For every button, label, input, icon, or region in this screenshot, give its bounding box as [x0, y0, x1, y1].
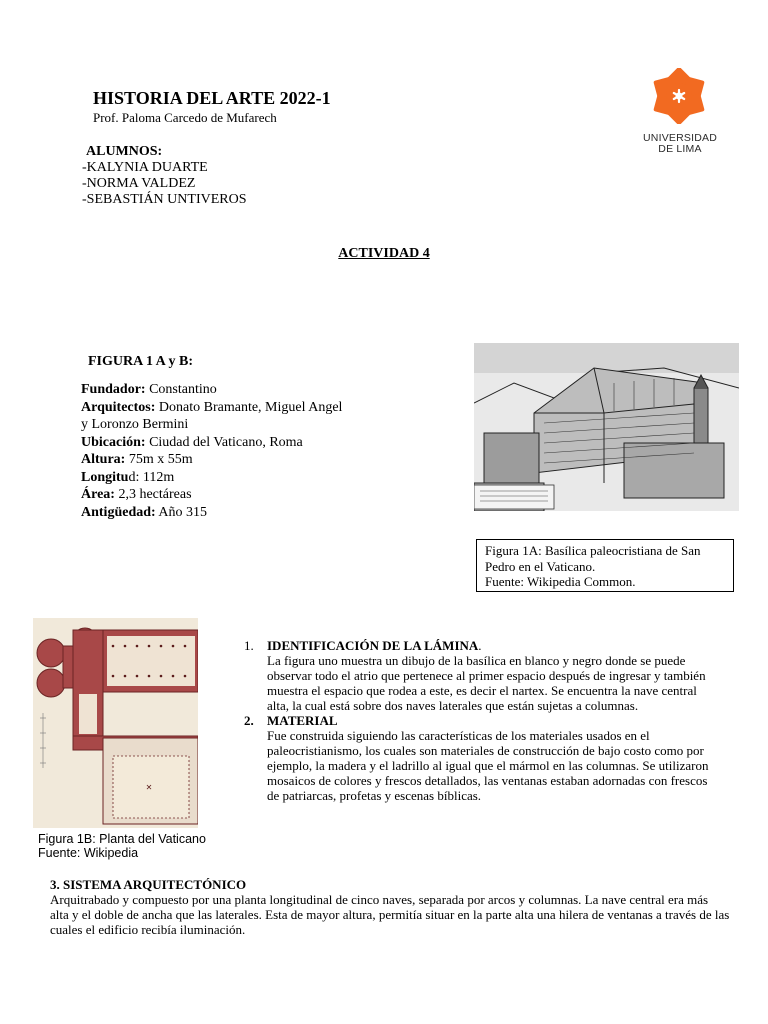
figure1a-caption-text: Figura 1A: Basílica paleocristiana de San Pedro en el Vaticano.	[485, 543, 701, 574]
students-block	[82, 144, 247, 208]
figure1b-caption-text: Figura 1B: Planta del Vaticano	[38, 832, 206, 846]
fact-length: Longitud: 112m	[81, 469, 175, 485]
numbered-sections	[244, 638, 714, 803]
section-material	[244, 713, 714, 803]
section-architectural-system	[50, 877, 730, 937]
section-title: IDENTIFICACIÓN DE LA LÁMINA	[267, 638, 479, 653]
section-body: Fue construida siguiendo las características de los materiales usados en el paleocristianismo, los cuales son materiales de construcción de bajo costo como por ejemplo, la madera y el ladrillo al igual que el mármol en las columnas. Se utilizaron mosaicos de colores y frescos detallados, las ventanas estaban adornadas con frescos de patriarcas, profetas y escenas bíblicas.	[267, 728, 709, 803]
fact-area: Área: 2,3 hectáreas	[81, 487, 192, 502]
facts-list	[81, 381, 351, 521]
figure1b-caption	[38, 832, 206, 860]
university-logo	[632, 68, 728, 155]
section3-body: Arquitrabado y compuesto por una planta longitudinal de cinco naves, separada por arcos y columnas. La nave central era más alta y el doble de ancha que las laterales. Esta de mayor altura, permitía situar en la parte alta una hilera de ventanas a través de las cuales el edificio recibía iluminación.	[50, 892, 730, 937]
section-number: 2.	[244, 713, 254, 728]
fact-location: Ubicación: Ciudad del Vaticano, Roma	[81, 434, 303, 450]
figure1a-caption-source: Fuente: Wikipedia Common.	[485, 574, 636, 589]
section-body: La figura uno muestra un dibujo de la basílica en blanco y negro donde se puede observar todo el atrio que pertenece al primer espacio después de ingresar y también muestra el espacio que rodea a este, es decir el nartex. Se encuentra la nave central alta, la cual está sobre dos naves laterales que están sujetas a columnas.	[267, 653, 706, 713]
fact-age: Antigüedad: Año 315	[81, 504, 208, 520]
fact-founder: Fundador: Constantino	[81, 382, 217, 397]
section-identification: 1. IDENTIFICACIÓN DE LA LÁMINA. La figura uno muestra un dibujo de la basílica en blanco y negro donde se puede observar todo el atrio que pertenece al primer espacio después de ingresar y también muestra el espacio que rodea a este, es decir el nartex. Se encuentra la nave central alta, la cual está sobre dos naves laterales que están sujetas a columnas.	[244, 638, 714, 713]
section-title: MATERIAL	[267, 713, 338, 728]
activity-title: ACTIVIDAD 4	[338, 246, 430, 261]
fact-architects: Arquitectos: Donato Bramante, Miguel Angel y Loronzo Bermini	[81, 399, 343, 432]
svg-text:✕: ✕	[145, 783, 153, 792]
document-title: HISTORIA DEL ARTE 2022-1	[93, 88, 331, 108]
fact-height: Altura: 75m x 55m	[81, 452, 193, 467]
ulima-star-icon	[632, 68, 728, 124]
professor-name: Prof. Paloma Carcedo de Mufarech	[93, 110, 277, 125]
figure1a-caption	[476, 539, 734, 592]
logo-text-line2: DE LIMA	[658, 143, 702, 155]
logo-text-line1: UNIVERSIDAD	[643, 132, 717, 144]
basilica-drawing-image	[474, 343, 739, 511]
student-name: -SEBASTIÁN UNTIVEROS	[82, 192, 247, 207]
figure-heading: FIGURA 1 A y B:	[88, 354, 194, 369]
vatican-floor-plan-image	[33, 618, 198, 828]
section-number: 1.	[244, 638, 254, 653]
student-name: -KALYNIA DUARTE	[82, 160, 208, 175]
students-heading: ALUMNOS:	[86, 144, 163, 159]
section3-title: 3. SISTEMA ARQUITECTÓNICO	[50, 877, 247, 892]
figure1b-caption-source: Fuente: Wikipedia	[38, 846, 139, 860]
student-name: -NORMA VALDEZ	[82, 176, 196, 191]
